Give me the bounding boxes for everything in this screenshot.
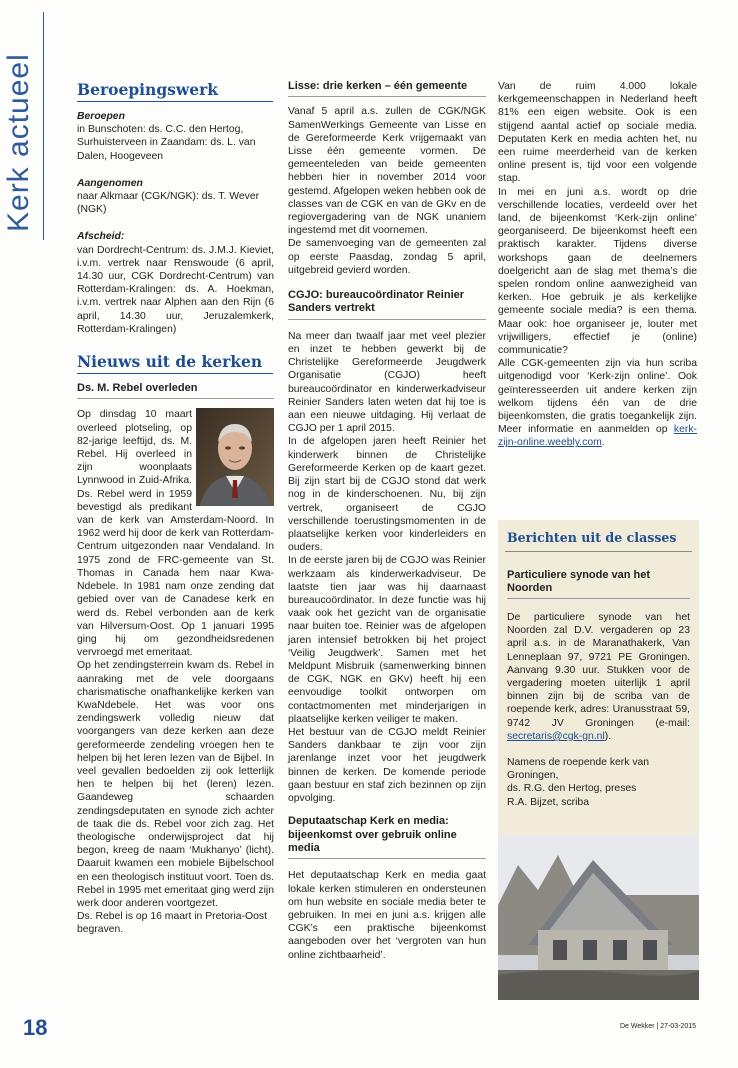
classes-body [507,611,690,809]
email-link[interactable]: secretaris@cgk-gn.nl [507,730,605,742]
media-paragraph-2: In mei en juni a.s. wordt op drie verschillende locaties, verdeeld over het land, de bijeenkomst ‘Kerk-zijn online’ georganiseerd. De bijeenkomst heeft een praktisch karakter. Tijdens diverse workshops gaan de deelnemers doelgericht aan de slag met thema’s die spelen rondom online aanwezigheid van kerken. Hoe gebruik je als kerkelijke gemeente sociale media? is een thema. Maar ook: hoe organiseer je, louter met vrijwilligers, effectief je (online) communicatie? [498,186,697,357]
footer: De Wekker | 27-03-2015 [620,1023,697,1030]
synode-heading: Particuliere synode van het Noorden [507,569,690,599]
classes-title: Berichten uit de classes [507,530,677,545]
beroepen-text: in Bunschoten: ds. C.C. den Hertog, Surhuisterveen in Zaandam: ds. L. van Dalen, Hoogeveen [77,124,256,162]
page-number: 18 [23,1015,48,1040]
aangenomen-text: naar Alkmaar (CGK/NGK): ds. T. Wever (NGK) [77,191,260,216]
classes-box [498,520,699,1000]
side-rule [43,12,44,240]
cgjo-paragraph-4: Het bestuur van de CGJO meldt Reinier Sanders dankbaar te zijn voor zijn jarenlange inzet voor het jeugdwerk binnen de kerken. De komende periode gaan bestuur en staf zich bezinnen op zijn opvolging. [288,726,486,804]
signature-line-1: Namens de roepende kerk van Groningen, [507,757,650,782]
rebel-portrait [196,408,274,506]
cgjo-paragraph-3: In de eerste jaren bij de CGJO was Reinier werkzaam als kinderwerkadviseur. De laatste tien jaar was hij daarnaast bureaucoördinator. In deze functie was hij vaak ook het gezicht van de organisatie naar buiten toe. Reinier was de afgelopen jaren intensief betrokken bij het project ‘Veilig Jeugdwerk’. Samen met het Meldpunt Misbruik (samenwerking binnen de CGK, NGK en GKv) heeft hij een eenvoudige toolkit ontworpen om contactmomenten met minderjarigen in plaatselijke kerken veiliger te maken. [288,555,486,725]
lisse-heading: Lisse: drie kerken – één gemeente [288,80,486,97]
signature-line-2: ds. R.G. den Hertog, preses [507,783,637,795]
deputaatschap-heading: Deputaatschap Kerk en media: bijeenkomst over gebruik online media [288,815,486,859]
media-paragraph-1: Van de ruim 4.000 lokale kerkgemeenschappen in Nederland heeft 81% een eigen website. Ook is een stijgend aantal actief op sociale media. Deputaten Kerk en media achten het, nu een ruime meerderheid van de kerken online present is, tijd voor een volgende stap. [498,81,697,185]
lisse-paragraph-1: Vanaf 5 april a.s. zullen de CGK/NGK SamenWerkings Gemeente van Lisse en de Gereformeerde Kerk vrijgemaakt van Lisse één gemeente vormen. De gemeenteleden van beide gemeenten hebben hier in november 2014 voor gestemd. Afgelopen weken hebben ook de classes van de CGK en van de GKv en de regiovergadering van de NGK unaniem ingestemd met dit voornemen. [288,106,486,237]
nieuws-title: Nieuws uit de kerken [77,352,273,374]
church-photo [498,835,699,1000]
rebel-heading: Ds. M. Rebel overleden [77,382,274,399]
synode-paragraph-end: ). [604,730,612,742]
column-2 [288,80,486,962]
synode-paragraph: De particuliere synode van het Noorden zal D.V. vergaderen op 23 april a.s. in de Maranathakerk, Van Lenneplaan 97, 9721 PE Groningen. Aanvang 9.30 uur. Stukken voor de vergadering moeten uiterlijk 1 april binnen zijn bij de scriba van de roepende kerk, adres: Uranusstraat 59, 9742 JV Groningen (e-mail: [507,612,690,729]
column-3 [498,80,697,450]
cgjo-paragraph-2: In de afgelopen jaren heeft Reinier het kinderwerk binnen de Christelijke Gereformeerde Kerken op de kaart gezet. Bij zijn start bij de CGJO stond dat werk nog in de kinderschoenen. Nu, bij zijn vertrek, organiseert de CGJO verschillende toerustingsmomenten in de plaatselijke kerken voor kinderleiders en ouders. [288,436,486,554]
column-1 [77,80,274,937]
rebel-text-2: Op het zendingsterrein kwam ds. Rebel in aanraking met de vele doorgaans charismatische onafhankelijke kerken van KwaNdebele. Het was voor ons zendingswerk volledig nieuw dat voorgangers van deze kerken aan deze gereformeerde zendeling vroegen hen te helpen bij het leren lezen van de Bijbel. In veel gevallen bedoelden zij ook letterlijk hen te helpen bij het (leren) lezen. Gaandeweg schaarden zendingsdeputaten en synode zich achter de taak die ds. Rebel voor zich zag. Het theologische onderwijsproject dat hij begon, kreeg de naam ‘Mukhanyo’ (licht). Daaruit kwamen een mobiele Bijbelschool en een theologisch instituut voort. Toen ds. Rebel in 1995 met emeritaat ging werd zijn werk door anderen voortgezet. [77,660,274,909]
deputaatschap-paragraph-1: Het deputaatschap Kerk en media gaat lokale kerken stimuleren en ondersteunen om hun website en sociale media beter te gebruiken. In mei en juni a.s. krijgen alle CGK’s een praktische bijeenkomst aangeboden over het ‘vergroten van hun online zichtbaarheid’. [288,870,486,961]
section-label: Kerk actueel [2,53,35,232]
beroepingswerk-title: Beroepingswerk [77,80,273,102]
signature-line-3: R.A. Bijzet, scriba [507,796,589,808]
media-paragraph-3 [498,357,697,449]
cgjo-heading: CGJO: bureaucoördinator Reinier Sanders vertrekt [288,289,486,320]
media-paragraph-3-text: Alle CGK-gemeenten zijn via hun scriba uitgenodigd voor ‘Kerk-zijn online’. Ook geïnteresseerden uit andere kerken zijn welkom tijdens één van de drie bijeenkomsten, die gratis toegankelijk zijn. Meer informatie en aanmelden op [498,358,697,436]
aangenomen-label: Aangenomen [77,177,143,189]
media-paragraph-3-end: . [601,437,605,449]
rebel-text: Op dinsdag 10 maart overleed plotseling, op 82-jarige leeftijd, ds. M. Rebel. Hij overleed in zijn woonplaats Lynnwood in Zuid-Afrika. Ds. Rebel werd in 1959 bevestigd als predikant van de kerk van Amsterdam-Noord. In 1962 werd hij door de kerk van Rotterdam-Centrum uitgezonden naar Vendaland. In 1975 zond de FRC-gemeente van St. Thomas in Canada hem naar Kwa-Ndebele. In 1981 nam onze zending dat gebied over van de Canadese kerk en werd ds. Rebel verbonden aan de kerk van Hilversum-Oost. Op 1 januari 1995 ging hij om gezondheidsredenen vervroegd met emeritaat. [77,409,274,659]
afscheid-label: Afscheid: [77,231,125,243]
rebel-text-3: Ds. Rebel is op 16 maart in Pretoria-Oost begraven. [77,911,267,936]
beroepen-label: Beroepen [77,111,125,122]
kerk-zijn-online-link[interactable]: kerk-zijn-online.weebly.com [498,424,698,449]
portrait-image [196,408,274,506]
afscheid-text: van Dordrecht-Centrum: ds. J.M.J. Kieviet, i.v.m. vertrek naar Renswoude (6 april, 14.30 uur, CGK Dordrecht-Centrum) van Rotterdam-Kralingen: ds. A. Hoekman, i.v.m. vertrek naar Alphen aan den Rijn (6 april, 14.30 uur, Jeruzalemkerk, Rotterdam-Kralingen) [77,244,274,335]
lisse-paragraph-2: De samenvoeging van de gemeenten zal op eerste Paasdag, zondag 5 april, uitgebreid gevierd worden. [288,238,486,276]
classes-divider [505,551,692,552]
cgjo-paragraph-1: Na meer dan twaalf jaar met veel plezier en inzet te hebben gewerkt bij de Christelijke Gereformeerde Jeugdwerk Organisatie (CGJO) heeft bureaucoördinator en kinderwerkadviseur Reinier Sanders laten weten dat hij toe is aan een nieuwe uitdaging. Hij verlaat de CGJO per 1 april 2015. [288,330,486,435]
